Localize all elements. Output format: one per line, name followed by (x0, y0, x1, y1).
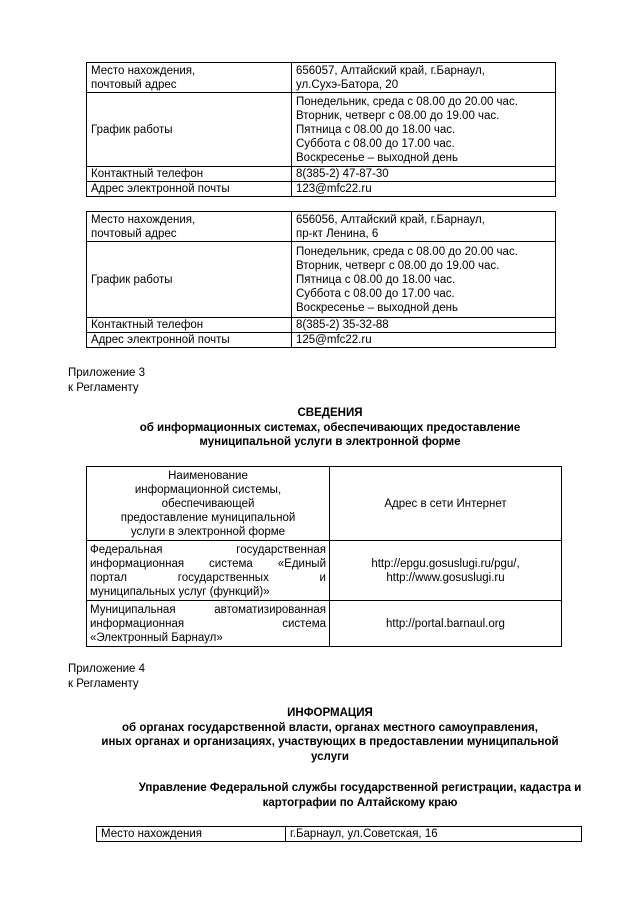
appendix-3-heading: СВЕДЕНИЯ об информационных системах, обеспечивающих предоставление муниципальной услуги в электронной форме (139, 407, 521, 448)
table-row-url: http://portal.barnaul.org (330, 601, 562, 647)
table-row-name: Муниципальная автоматизированная информационная система «Электронный Барнаул» (87, 601, 330, 647)
phone-value: 8(385-2) 35-32-88 (292, 318, 556, 333)
schedule-value: Понедельник, среда с 08.00 до 20.00 час. Вторник, четверг с 08.00 до 19.00 час. Пятница с 08.00 до 18.00 час. Суббота с 08.00 до 17.00 час. Воскресенье – выходной день (292, 93, 556, 167)
schedule-label: График работы (87, 93, 292, 167)
location-label: Место нахождения (97, 827, 286, 842)
table-row-name: Федеральная государственная информационная система «Единый портал государственных и муниципальных услуг (функций)» (87, 541, 330, 601)
heading-title: ИНФОРМАЦИЯ (287, 707, 373, 719)
phone-label: Контактный телефон (87, 318, 292, 333)
schedule-value: Понедельник, среда с 08.00 до 20.00 час. Вторник, четверг с 08.00 до 19.00 час. Пятница с 08.00 до 18.00 час. Суббота с 08.00 до 17.00 час. Воскресенье – выходной день (292, 242, 556, 318)
appendix-3-label: Приложение 3 к Регламенту (68, 367, 146, 394)
info-systems-table (86, 466, 562, 647)
appendix-4-heading: ИНФОРМАЦИЯ об органах государственной власти, органах местного самоуправления, иных органах и организациях, участвующих в предоставлении муниципальной услуги (101, 707, 559, 763)
address-label: Место нахождения, почтовый адрес (87, 212, 292, 242)
email-label: Адрес электронной почты (87, 333, 292, 348)
office-1-table (86, 62, 556, 197)
email-label: Адрес электронной почты (87, 182, 292, 197)
address-label: Место нахождения, почтовый адрес (87, 63, 292, 93)
table-row-url: http://epgu.gosuslugi.ru/pgu/, http://www.gosuslugi.ru (330, 541, 562, 601)
email-value: 123@mfc22.ru (292, 182, 556, 197)
heading-title: СВЕДЕНИЯ (297, 407, 363, 419)
office-2-table (86, 211, 556, 348)
address-value: 656057, Алтайский край, г.Барнаул, ул.Сухэ-Батора, 20 (292, 63, 556, 93)
schedule-label: График работы (87, 242, 292, 318)
appendix-4-subheading: Управление Федеральной службы государственной регистрации, кадастра и картографии по Алтайскому краю (138, 782, 582, 809)
phone-label: Контактный телефон (87, 167, 292, 182)
column-header-name: Наименование информационной системы, обеспечивающей предоставление муниципальной услуги в электронной форме (87, 467, 330, 541)
appendix-4-label: Приложение 4 к Регламенту (68, 663, 146, 690)
location-table (96, 826, 582, 842)
phone-value: 8(385-2) 47-87-30 (292, 167, 556, 182)
location-value: г.Барнаул, ул.Советская, 16 (286, 827, 582, 842)
address-value: 656056, Алтайский край, г.Барнаул, пр-кт Ленина, 6 (292, 212, 556, 242)
column-header-url: Адрес в сети Интернет (330, 467, 562, 541)
email-value: 125@mfc22.ru (292, 333, 556, 348)
